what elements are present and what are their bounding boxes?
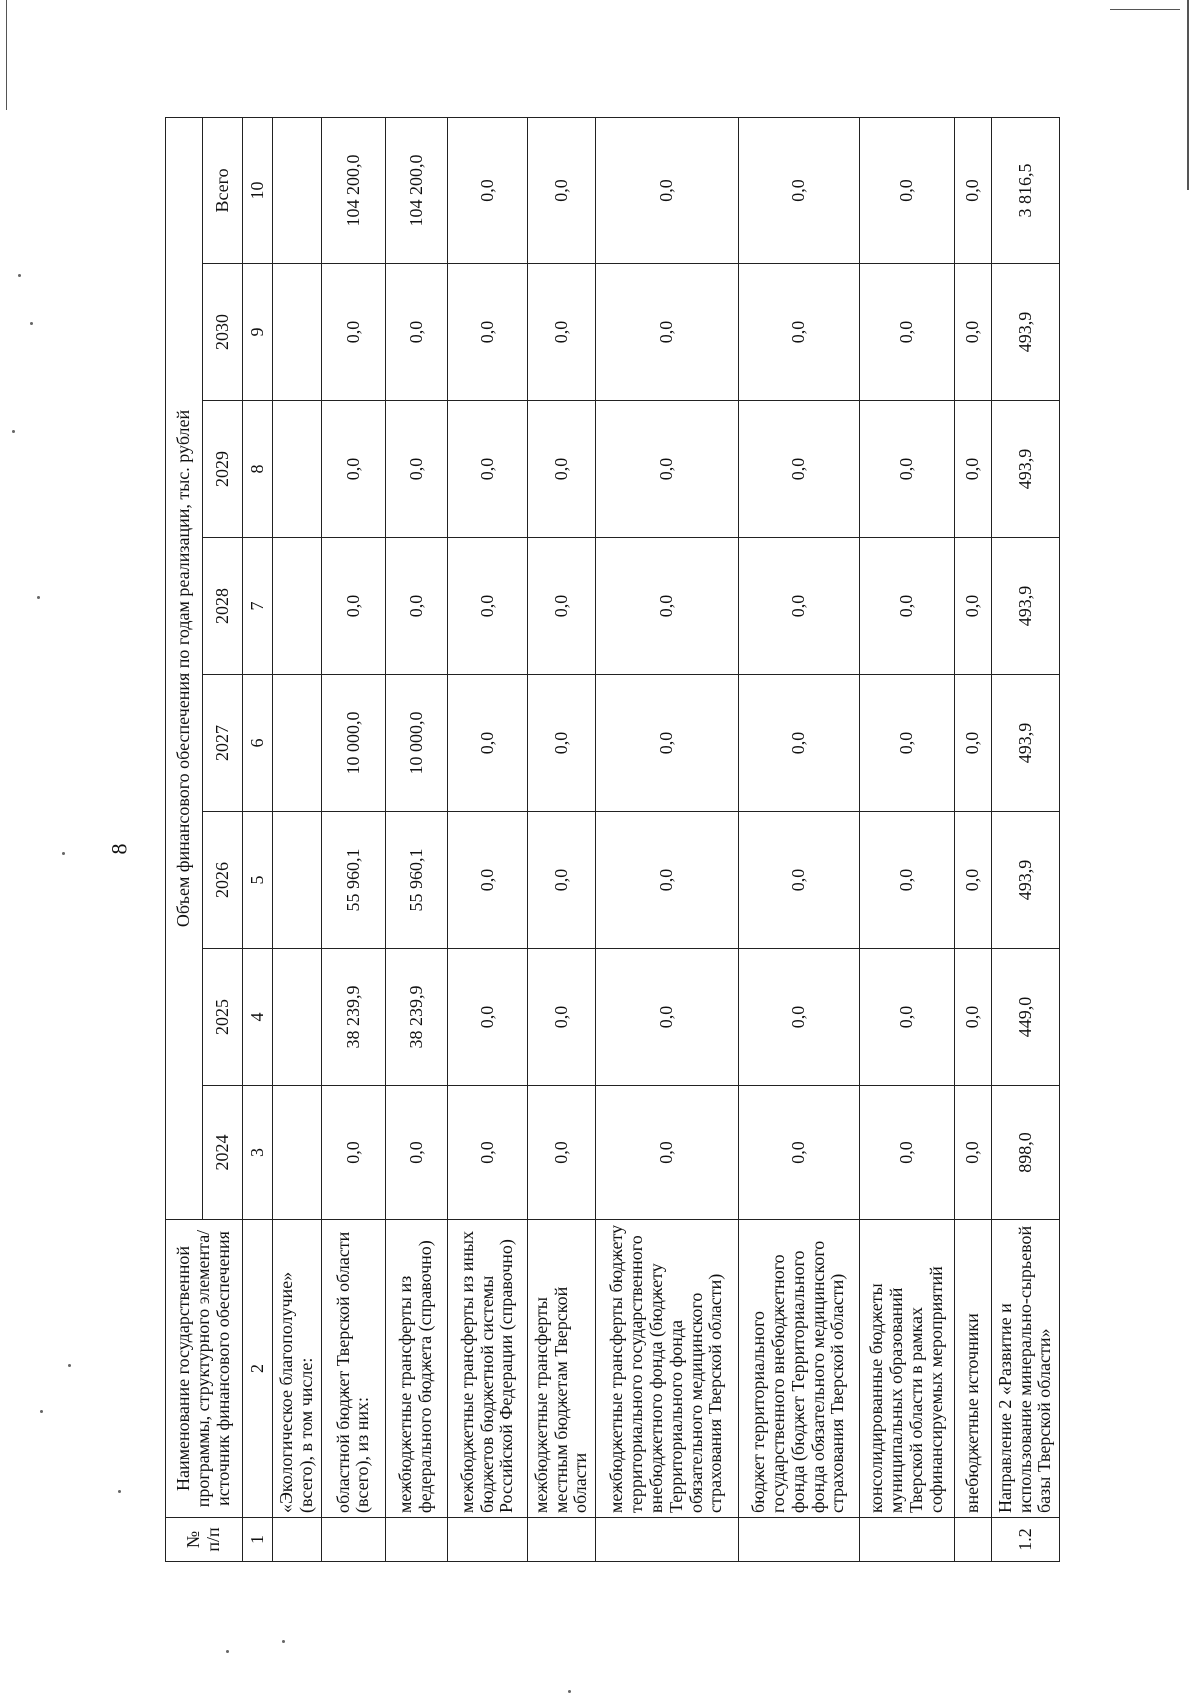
row-total-value: 104 200,0 (322, 117, 385, 263)
header-year: 2025 (202, 949, 242, 1086)
row-year-value: 0,0 (447, 538, 527, 675)
financing-table (165, 117, 1060, 1562)
column-number: 3 (243, 1086, 273, 1220)
header-total: Всего (202, 117, 242, 263)
row-year-value: 10 000,0 (385, 675, 447, 812)
row-name: областной бюджет Тверской области (всего), из них: (322, 1220, 385, 1518)
row-number (272, 1518, 322, 1562)
row-year-value: 0,0 (528, 812, 596, 949)
row-year-value: 493,9 (991, 812, 1059, 949)
row-year-value: 0,0 (447, 401, 527, 538)
row-year-value: 38 239,9 (385, 949, 447, 1086)
row-year-value: 0,0 (528, 949, 596, 1086)
column-number: 4 (243, 949, 273, 1086)
row-name: консолидированные бюджеты муниципальных образований Тверской области в рамках софинансируемых мероприятий (859, 1220, 954, 1518)
row-number (596, 1518, 739, 1562)
row-year-value: 898,0 (991, 1086, 1059, 1220)
header-year: 2026 (202, 812, 242, 949)
row-year-value: 0,0 (528, 675, 596, 812)
column-number: 2 (243, 1220, 273, 1518)
row-year-value (272, 401, 322, 538)
table-row (528, 117, 596, 1561)
row-year-value (272, 1086, 322, 1220)
row-year-value: 0,0 (955, 264, 992, 401)
row-year-value: 0,0 (528, 1086, 596, 1220)
rotated-table-container (165, 118, 1060, 1562)
column-number: 10 (243, 117, 273, 263)
row-year-value: 0,0 (859, 675, 954, 812)
row-year-value: 0,0 (955, 401, 992, 538)
row-year-value: 0,0 (322, 538, 385, 675)
table-row (991, 117, 1059, 1561)
table-row (955, 117, 992, 1561)
table-row (859, 117, 954, 1561)
row-year-value: 0,0 (738, 401, 859, 538)
row-year-value: 0,0 (385, 401, 447, 538)
row-year-value (272, 812, 322, 949)
column-numbers-row (243, 117, 273, 1561)
row-year-value: 0,0 (385, 264, 447, 401)
row-year-value: 493,9 (991, 401, 1059, 538)
row-year-value: 0,0 (955, 949, 992, 1086)
row-total-value: 0,0 (447, 117, 527, 263)
row-number (385, 1518, 447, 1562)
scan-edge-line-top (1110, 9, 1180, 10)
row-year-value: 0,0 (385, 538, 447, 675)
row-year-value: 0,0 (447, 264, 527, 401)
row-number (322, 1518, 385, 1562)
row-name: межбюджетные трансферты бюджету территориального государственного внебюджетного фонда (бюджету Территориального фонда обязательного медицинского страхования Тверской области) (596, 1220, 739, 1518)
row-year-value: 0,0 (528, 401, 596, 538)
row-year-value: 0,0 (738, 675, 859, 812)
row-year-value: 0,0 (447, 949, 527, 1086)
row-name: «Экологическое благополучие» (всего), в том числе: (272, 1220, 322, 1518)
row-year-value: 0,0 (322, 401, 385, 538)
row-year-value (272, 264, 322, 401)
column-number: 5 (243, 812, 273, 949)
row-year-value: 0,0 (738, 264, 859, 401)
row-year-value (272, 949, 322, 1086)
row-year-value: 55 960,1 (385, 812, 447, 949)
column-number: 7 (243, 538, 273, 675)
row-year-value: 0,0 (955, 675, 992, 812)
scan-edge-line-left (6, 0, 7, 110)
header-name: Наименование государственной программы, структурного элемента/источник финансового обеспечения (166, 1220, 243, 1518)
row-year-value: 0,0 (859, 401, 954, 538)
row-year-value: 0,0 (859, 538, 954, 675)
row-year-value: 0,0 (859, 812, 954, 949)
header-year: 2030 (202, 264, 242, 401)
row-year-value: 449,0 (991, 949, 1059, 1086)
row-year-value: 0,0 (596, 1086, 739, 1220)
header-year: 2028 (202, 538, 242, 675)
row-year-value: 55 960,1 (322, 812, 385, 949)
row-year-value: 0,0 (738, 1086, 859, 1220)
row-year-value: 0,0 (955, 538, 992, 675)
column-number: 1 (243, 1518, 273, 1562)
column-number: 9 (243, 264, 273, 401)
row-year-value: 0,0 (322, 1086, 385, 1220)
row-name: межбюджетные трансферты местным бюджетам Тверской области (528, 1220, 596, 1518)
row-number (528, 1518, 596, 1562)
row-year-value: 493,9 (991, 264, 1059, 401)
row-year-value: 0,0 (596, 949, 739, 1086)
row-year-value (272, 538, 322, 675)
row-name: межбюджетные трансферты из иных бюджетов бюджетной системы Российской Федерации (справочно) (447, 1220, 527, 1518)
row-year-value: 0,0 (447, 1086, 527, 1220)
header-num: № п/п (166, 1518, 243, 1562)
row-year-value: 0,0 (859, 949, 954, 1086)
row-total-value: 0,0 (955, 117, 992, 263)
row-name: Направление 2 «Развитие и использование минерально-сырьевой базы Тверской области» (991, 1220, 1059, 1518)
row-year-value: 38 239,9 (322, 949, 385, 1086)
row-year-value: 493,9 (991, 538, 1059, 675)
table-row (738, 117, 859, 1561)
row-year-value: 0,0 (322, 264, 385, 401)
row-year-value: 0,0 (955, 812, 992, 949)
row-number (447, 1518, 527, 1562)
row-year-value: 493,9 (991, 675, 1059, 812)
scan-edge-line (1187, 0, 1189, 190)
row-year-value: 0,0 (447, 675, 527, 812)
row-number (738, 1518, 859, 1562)
row-year-value: 0,0 (738, 812, 859, 949)
row-year-value: 0,0 (738, 949, 859, 1086)
row-year-value: 0,0 (447, 812, 527, 949)
row-year-value: 0,0 (859, 264, 954, 401)
row-year-value: 0,0 (859, 1086, 954, 1220)
row-year-value: 0,0 (528, 538, 596, 675)
table-row (322, 117, 385, 1561)
header-year: 2024 (202, 1086, 242, 1220)
row-year-value: 0,0 (596, 812, 739, 949)
page-number: 8 (106, 843, 132, 855)
row-total-value: 0,0 (528, 117, 596, 263)
row-name: межбюджетные трансферты из федерального бюджета (справочно) (385, 1220, 447, 1518)
row-total-value: 0,0 (596, 117, 739, 263)
row-number: 1.2 (991, 1518, 1059, 1562)
row-year-value: 0,0 (955, 1086, 992, 1220)
row-year-value: 0,0 (596, 675, 739, 812)
row-year-value: 0,0 (385, 1086, 447, 1220)
row-year-value: 0,0 (528, 264, 596, 401)
header-year: 2029 (202, 401, 242, 538)
table-row (596, 117, 739, 1561)
row-number (955, 1518, 992, 1562)
row-total-value: 104 200,0 (385, 117, 447, 263)
row-number (859, 1518, 954, 1562)
table-row (447, 117, 527, 1561)
header-row-1 (166, 117, 203, 1561)
row-total-value: 0,0 (859, 117, 954, 263)
table-row (272, 117, 322, 1561)
header-year: 2027 (202, 675, 242, 812)
header-volume: Объем финансового обеспечения по годам реализации, тыс. рублей (166, 117, 203, 1219)
row-year-value: 10 000,0 (322, 675, 385, 812)
row-year-value: 0,0 (596, 538, 739, 675)
column-number: 8 (243, 401, 273, 538)
row-name: внебюджетные источники (955, 1220, 992, 1518)
row-total-value: 0,0 (738, 117, 859, 263)
row-year-value: 0,0 (596, 264, 739, 401)
table-row (385, 117, 447, 1561)
row-name: бюджет территориального государственного внебюджетного фонда (бюджет Территориального фонда обязательного медицинского страхования Тверской области) (738, 1220, 859, 1518)
row-total-value (272, 117, 322, 263)
row-year-value (272, 675, 322, 812)
column-number: 6 (243, 675, 273, 812)
row-total-value: 3 816,5 (991, 117, 1059, 263)
row-year-value: 0,0 (596, 401, 739, 538)
row-year-value: 0,0 (738, 538, 859, 675)
